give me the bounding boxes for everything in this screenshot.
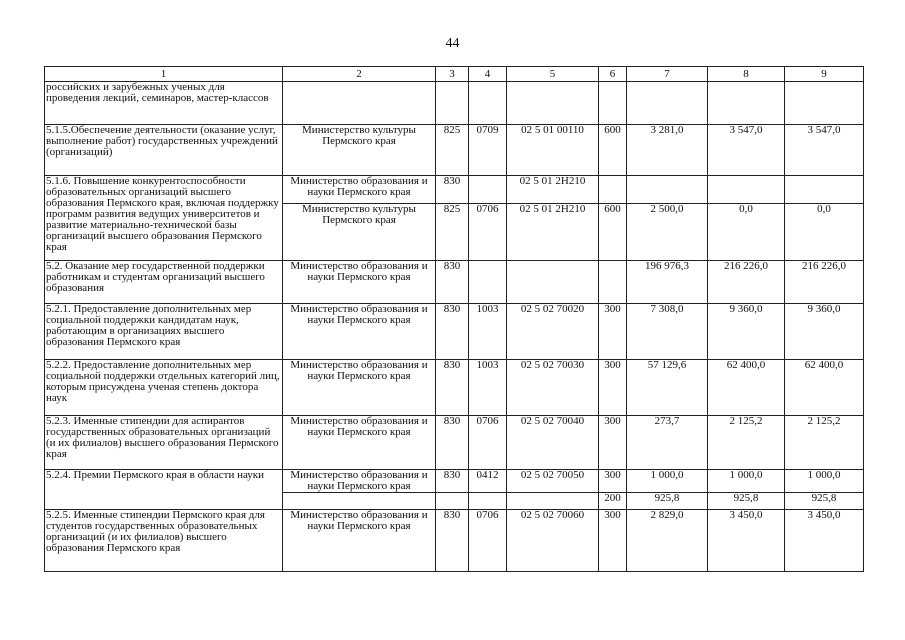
col7-value: 925,8 <box>627 493 708 510</box>
col5-value: 02 5 02 70030 <box>507 360 599 416</box>
col3-value: 825 <box>436 125 469 176</box>
col5-value <box>507 82 599 125</box>
col9-value: 3 450,0 <box>785 510 864 572</box>
page-number: 44 <box>445 36 460 51</box>
col5-value: 02 5 02 70060 <box>507 510 599 572</box>
table-row <box>45 416 864 470</box>
col7-value: 2 829,0 <box>627 510 708 572</box>
col7-value: 7 308,0 <box>627 304 708 360</box>
col6-value <box>599 176 627 204</box>
col-header: 9 <box>785 67 864 82</box>
table-row <box>45 82 864 125</box>
col4-value: 0706 <box>469 416 507 470</box>
col6-value: 300 <box>599 510 627 572</box>
table-row <box>45 261 864 304</box>
executor: Министерство культуры Пермского края <box>283 125 436 176</box>
col3-value: 825 <box>436 204 469 261</box>
col-header: 4 <box>469 67 507 82</box>
row-description: 5.2.3. Именные стипендии для аспирантов государственных образовательных организаций (и их филиалов) высшего образования Пермского края <box>45 416 283 470</box>
col9-value: 3 547,0 <box>785 125 864 176</box>
row-description: 5.2.1. Предоставление дополнительных мер социальной поддержки кандидатам наук, работающим в организациях высшего образования Пермского края <box>45 304 283 360</box>
executor: Министерство образования и науки Пермского края <box>283 510 436 572</box>
row-description: 5.1.5.Обеспечение деятельности (оказание услуг, выполнение работ) государственных учреждений (организаций) <box>45 125 283 176</box>
row-description: 5.1.6. Повышение конкурентоспособности образовательных организаций высшего образования Пермского края, включая поддержку программ развития ведущих университетов и развитие материально-технической базы организаций высшего образования Пермского края <box>45 176 283 261</box>
table-row <box>45 510 864 572</box>
row-description: 5.2.5. Именные стипендии Пермского края для студентов государственных образовательных организаций (и их филиалов) высшего образования Пермского края <box>45 510 283 572</box>
col9-value: 0,0 <box>785 204 864 261</box>
col9-value: 216 226,0 <box>785 261 864 304</box>
executor: Министерство образования и науки Пермского края <box>283 360 436 416</box>
col6-value: 600 <box>599 125 627 176</box>
header-row <box>45 67 864 82</box>
col-header: 7 <box>627 67 708 82</box>
col8-value: 0,0 <box>708 204 785 261</box>
col5-value: 02 5 01 00110 <box>507 125 599 176</box>
col9-value: 62 400,0 <box>785 360 864 416</box>
col6-value <box>599 82 627 125</box>
col3-value: 830 <box>436 470 469 493</box>
table-body <box>45 82 864 572</box>
executor: Министерство культуры Пермского края <box>283 204 436 261</box>
col3-value: 830 <box>436 416 469 470</box>
col5-value: 02 5 02 70020 <box>507 304 599 360</box>
col6-value: 600 <box>599 204 627 261</box>
col4-value <box>469 82 507 125</box>
table-row <box>45 304 864 360</box>
col4-value: 1003 <box>469 360 507 416</box>
col7-value: 2 500,0 <box>627 204 708 261</box>
col3-value <box>436 493 469 510</box>
col5-value: 02 5 01 2Н210 <box>507 204 599 261</box>
col4-value: 1003 <box>469 304 507 360</box>
col-header: 8 <box>708 67 785 82</box>
col9-value: 2 125,2 <box>785 416 864 470</box>
col9-value: 9 360,0 <box>785 304 864 360</box>
col7-value <box>627 82 708 125</box>
col3-value: 830 <box>436 510 469 572</box>
col8-value: 2 125,2 <box>708 416 785 470</box>
col4-value: 0706 <box>469 510 507 572</box>
row-description: 5.2.4. Премии Пермского края в области науки <box>45 470 283 510</box>
col8-value <box>708 176 785 204</box>
row-description: 5.2. Оказание мер государственной поддержки работникам и студентам организаций высшего образования <box>45 261 283 304</box>
col7-value: 3 281,0 <box>627 125 708 176</box>
col6-value: 300 <box>599 360 627 416</box>
col3-value <box>436 82 469 125</box>
col8-value: 9 360,0 <box>708 304 785 360</box>
col8-value: 925,8 <box>708 493 785 510</box>
col6-value <box>599 261 627 304</box>
col9-value: 925,8 <box>785 493 864 510</box>
col7-value: 273,7 <box>627 416 708 470</box>
col7-value <box>627 176 708 204</box>
executor: Министерство образования и науки Пермского края <box>283 304 436 360</box>
col-header: 2 <box>283 67 436 82</box>
budget-table <box>44 66 864 572</box>
col9-value <box>785 176 864 204</box>
col5-value: 02 5 02 70040 <box>507 416 599 470</box>
col8-value: 1 000,0 <box>708 470 785 493</box>
col-header: 6 <box>599 67 627 82</box>
col-header: 3 <box>436 67 469 82</box>
executor: Министерство образования и науки Пермского края <box>283 416 436 470</box>
executor <box>283 82 436 125</box>
executor: Министерство образования и науки Пермского края <box>283 470 436 493</box>
col5-value: 02 5 02 70050 <box>507 470 599 493</box>
col3-value: 830 <box>436 176 469 204</box>
col9-value: 1 000,0 <box>785 470 864 493</box>
col6-value: 200 <box>599 493 627 510</box>
col6-value: 300 <box>599 416 627 470</box>
col4-value <box>469 176 507 204</box>
col3-value: 830 <box>436 261 469 304</box>
col4-value <box>469 261 507 304</box>
col4-value: 0706 <box>469 204 507 261</box>
table-row <box>45 470 864 493</box>
executor <box>283 493 436 510</box>
table-row <box>45 360 864 416</box>
executor: Министерство образования и науки Пермского края <box>283 176 436 204</box>
col6-value: 300 <box>599 470 627 493</box>
col8-value: 3 450,0 <box>708 510 785 572</box>
col8-value: 62 400,0 <box>708 360 785 416</box>
col4-value: 0709 <box>469 125 507 176</box>
executor: Министерство образования и науки Пермского края <box>283 261 436 304</box>
col4-value <box>469 493 507 510</box>
col4-value: 0412 <box>469 470 507 493</box>
col6-value: 300 <box>599 304 627 360</box>
row-description: 5.2.2. Предоставление дополнительных мер социальной поддержки отдельных категорий лиц, которым присуждена ученая степень доктора наук <box>45 360 283 416</box>
col9-value <box>785 82 864 125</box>
col-header: 1 <box>45 67 283 82</box>
col8-value: 216 226,0 <box>708 261 785 304</box>
table-row <box>45 125 864 176</box>
table-row <box>45 176 864 204</box>
col7-value: 57 129,6 <box>627 360 708 416</box>
col8-value: 3 547,0 <box>708 125 785 176</box>
col7-value: 196 976,3 <box>627 261 708 304</box>
col5-value <box>507 261 599 304</box>
col5-value <box>507 493 599 510</box>
col3-value: 830 <box>436 304 469 360</box>
col5-value: 02 5 01 2Н210 <box>507 176 599 204</box>
col7-value: 1 000,0 <box>627 470 708 493</box>
col3-value: 830 <box>436 360 469 416</box>
col-header: 5 <box>507 67 599 82</box>
col8-value <box>708 82 785 125</box>
row-description: российских и зарубежных ученых для проведения лекций, семинаров, мастер-классов <box>45 82 283 125</box>
